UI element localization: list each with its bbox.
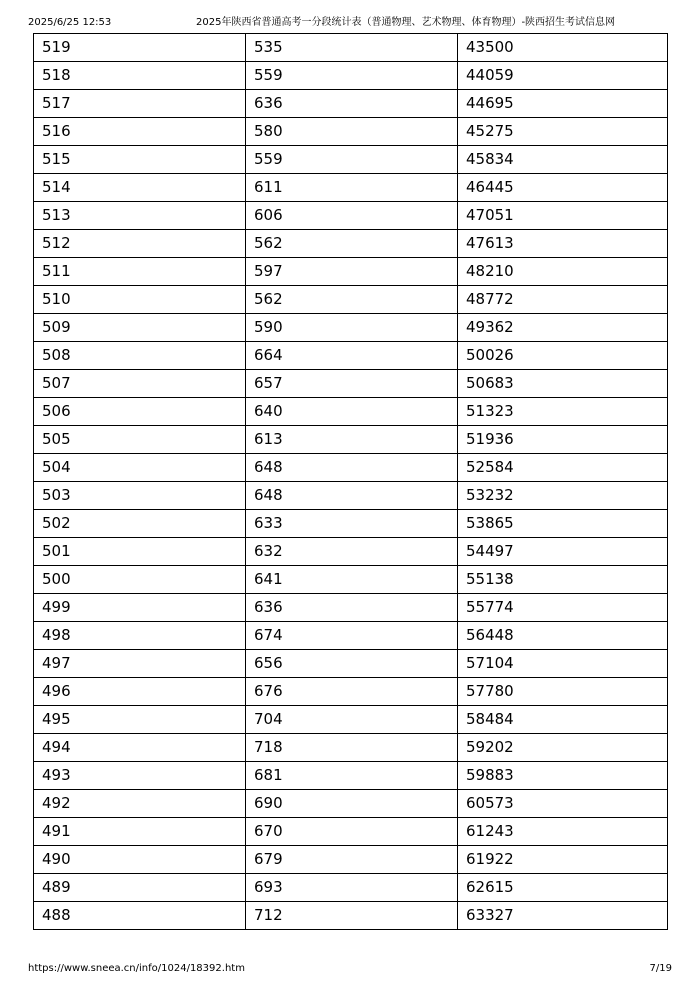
score-cell: 510 — [34, 286, 246, 314]
cumulative-cell: 47613 — [458, 230, 668, 258]
score-cell: 497 — [34, 650, 246, 678]
cumulative-cell: 55138 — [458, 566, 668, 594]
table-row — [34, 90, 668, 118]
cumulative-cell: 48210 — [458, 258, 668, 286]
score-cell: 515 — [34, 146, 246, 174]
cumulative-cell: 46445 — [458, 174, 668, 202]
page-number: 7/19 — [649, 963, 672, 974]
score-distribution-table — [33, 33, 668, 930]
score-cell: 517 — [34, 90, 246, 118]
cumulative-cell: 51936 — [458, 426, 668, 454]
count-cell: 597 — [246, 258, 458, 286]
score-cell: 499 — [34, 594, 246, 622]
score-cell: 492 — [34, 790, 246, 818]
score-cell: 514 — [34, 174, 246, 202]
score-cell: 518 — [34, 62, 246, 90]
table-row — [34, 230, 668, 258]
table-row — [34, 790, 668, 818]
table-row — [34, 34, 668, 62]
table-row — [34, 258, 668, 286]
score-cell: 511 — [34, 258, 246, 286]
count-cell: 690 — [246, 790, 458, 818]
table-row — [34, 510, 668, 538]
count-cell: 562 — [246, 230, 458, 258]
score-cell: 503 — [34, 482, 246, 510]
count-cell: 679 — [246, 846, 458, 874]
count-cell: 633 — [246, 510, 458, 538]
count-cell: 664 — [246, 342, 458, 370]
score-cell: 496 — [34, 678, 246, 706]
cumulative-cell: 54497 — [458, 538, 668, 566]
score-cell: 519 — [34, 34, 246, 62]
cumulative-cell: 60573 — [458, 790, 668, 818]
score-cell: 507 — [34, 370, 246, 398]
table-row — [34, 762, 668, 790]
score-cell: 509 — [34, 314, 246, 342]
score-cell: 491 — [34, 818, 246, 846]
cumulative-cell: 55774 — [458, 594, 668, 622]
cumulative-cell: 56448 — [458, 622, 668, 650]
print-datetime: 2025/6/25 12:53 — [28, 17, 112, 28]
table-body — [34, 34, 668, 930]
table-row — [34, 342, 668, 370]
score-cell: 512 — [34, 230, 246, 258]
cumulative-cell: 58484 — [458, 706, 668, 734]
cumulative-cell: 57104 — [458, 650, 668, 678]
table-row — [34, 566, 668, 594]
table-row — [34, 650, 668, 678]
count-cell: 674 — [246, 622, 458, 650]
count-cell: 636 — [246, 90, 458, 118]
cumulative-cell: 48772 — [458, 286, 668, 314]
score-cell: 490 — [34, 846, 246, 874]
count-cell: 636 — [246, 594, 458, 622]
table-row — [34, 146, 668, 174]
table-row — [34, 286, 668, 314]
score-cell: 494 — [34, 734, 246, 762]
table-row — [34, 622, 668, 650]
count-cell: 611 — [246, 174, 458, 202]
count-cell: 613 — [246, 426, 458, 454]
table-row — [34, 62, 668, 90]
table-row — [34, 734, 668, 762]
count-cell: 535 — [246, 34, 458, 62]
table-row — [34, 706, 668, 734]
table-row — [34, 454, 668, 482]
count-cell: 718 — [246, 734, 458, 762]
cumulative-cell: 43500 — [458, 34, 668, 62]
cumulative-cell: 63327 — [458, 902, 668, 930]
count-cell: 606 — [246, 202, 458, 230]
score-cell: 505 — [34, 426, 246, 454]
score-cell: 513 — [34, 202, 246, 230]
cumulative-cell: 62615 — [458, 874, 668, 902]
score-cell: 502 — [34, 510, 246, 538]
score-cell: 495 — [34, 706, 246, 734]
cumulative-cell: 47051 — [458, 202, 668, 230]
table-row — [34, 538, 668, 566]
score-cell: 516 — [34, 118, 246, 146]
count-cell: 580 — [246, 118, 458, 146]
table-row — [34, 314, 668, 342]
table-row — [34, 174, 668, 202]
score-cell: 501 — [34, 538, 246, 566]
count-cell: 670 — [246, 818, 458, 846]
count-cell: 681 — [246, 762, 458, 790]
count-cell: 648 — [246, 454, 458, 482]
count-cell: 648 — [246, 482, 458, 510]
table-row — [34, 818, 668, 846]
cumulative-cell: 45275 — [458, 118, 668, 146]
score-cell: 488 — [34, 902, 246, 930]
count-cell: 590 — [246, 314, 458, 342]
cumulative-cell: 61243 — [458, 818, 668, 846]
score-cell: 504 — [34, 454, 246, 482]
table-row — [34, 370, 668, 398]
table-row — [34, 846, 668, 874]
cumulative-cell: 57780 — [458, 678, 668, 706]
cumulative-cell: 44695 — [458, 90, 668, 118]
cumulative-cell: 52584 — [458, 454, 668, 482]
table-row — [34, 398, 668, 426]
table-row — [34, 202, 668, 230]
count-cell: 641 — [246, 566, 458, 594]
table-row — [34, 594, 668, 622]
count-cell: 559 — [246, 62, 458, 90]
cumulative-cell: 50026 — [458, 342, 668, 370]
count-cell: 712 — [246, 902, 458, 930]
count-cell: 693 — [246, 874, 458, 902]
cumulative-cell: 51323 — [458, 398, 668, 426]
page-title: 2025年陕西省普通高考一分段统计表（普通物理、艺术物理、体育物理）-陕西招生考试信息网 — [196, 17, 616, 28]
table-row — [34, 482, 668, 510]
table-row — [34, 118, 668, 146]
score-cell: 498 — [34, 622, 246, 650]
count-cell: 562 — [246, 286, 458, 314]
table-row — [34, 902, 668, 930]
score-cell: 506 — [34, 398, 246, 426]
count-cell: 676 — [246, 678, 458, 706]
cumulative-cell: 53865 — [458, 510, 668, 538]
cumulative-cell: 49362 — [458, 314, 668, 342]
count-cell: 632 — [246, 538, 458, 566]
cumulative-cell: 50683 — [458, 370, 668, 398]
count-cell: 657 — [246, 370, 458, 398]
count-cell: 559 — [246, 146, 458, 174]
score-cell: 489 — [34, 874, 246, 902]
cumulative-cell: 59883 — [458, 762, 668, 790]
cumulative-cell: 44059 — [458, 62, 668, 90]
score-cell: 493 — [34, 762, 246, 790]
cumulative-cell: 59202 — [458, 734, 668, 762]
count-cell: 640 — [246, 398, 458, 426]
cumulative-cell: 61922 — [458, 846, 668, 874]
table-row — [34, 426, 668, 454]
page-url: https://www.sneea.cn/info/1024/18392.htm — [28, 963, 245, 974]
table-row — [34, 874, 668, 902]
cumulative-cell: 53232 — [458, 482, 668, 510]
table-row — [34, 678, 668, 706]
cumulative-cell: 45834 — [458, 146, 668, 174]
count-cell: 656 — [246, 650, 458, 678]
count-cell: 704 — [246, 706, 458, 734]
score-cell: 508 — [34, 342, 246, 370]
score-cell: 500 — [34, 566, 246, 594]
